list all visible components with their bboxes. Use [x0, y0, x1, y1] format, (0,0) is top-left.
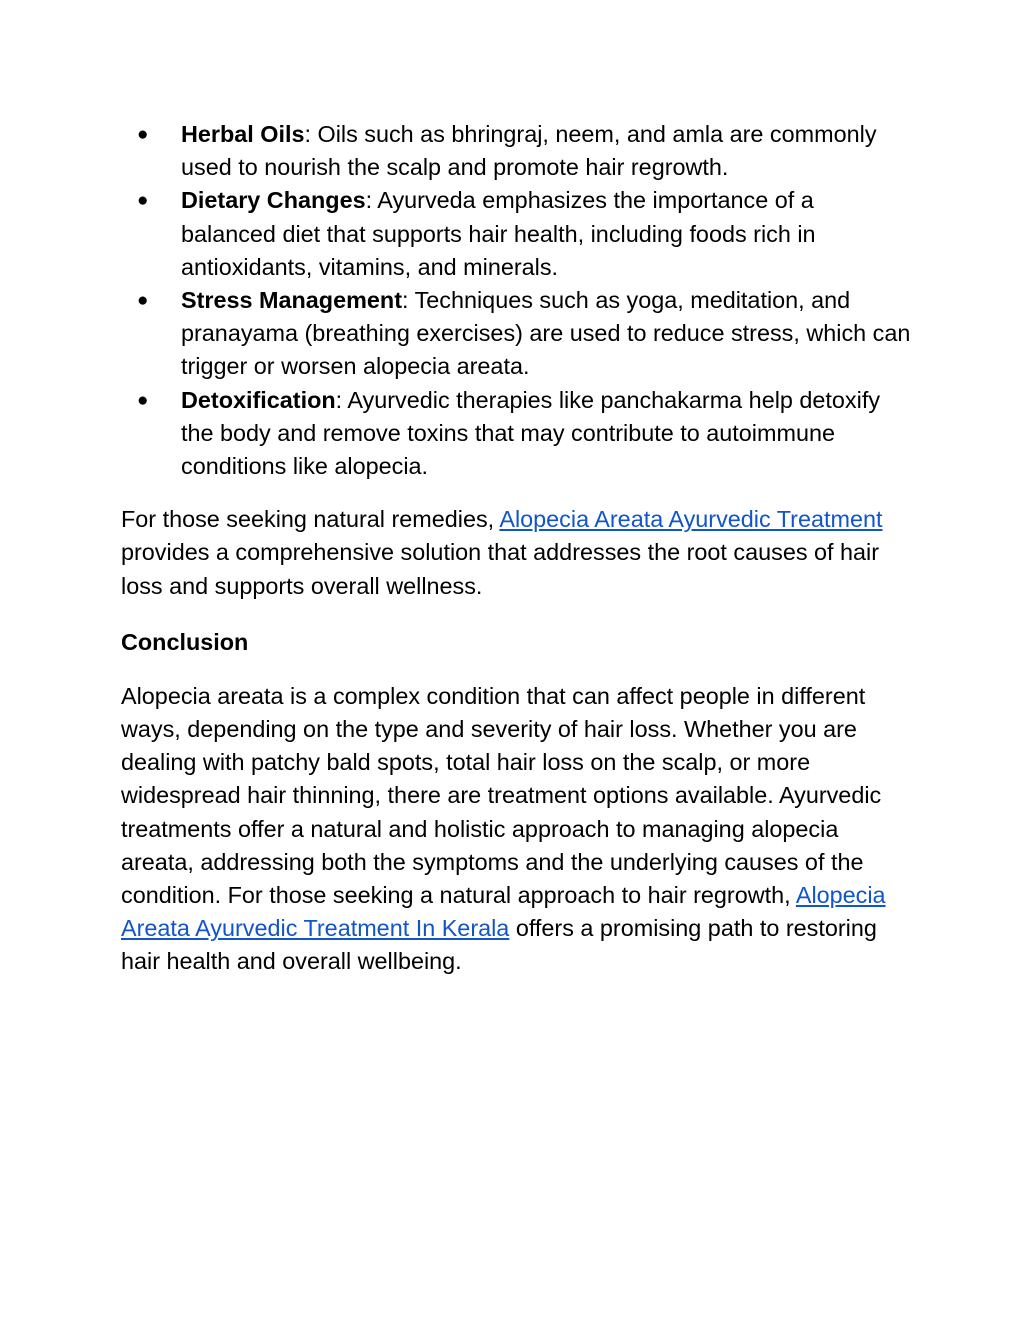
- document-page: [121, 118, 911, 979]
- list-item-title: Dietary Changes: [181, 187, 366, 214]
- list-item-herbal-oils: [121, 118, 911, 184]
- list-item-text: : Oils such as bhringraj, neem, and amla are commonly used to nourish the scalp and promote hair regrowth.: [181, 121, 877, 181]
- ayurvedic-treatment-kerala-link[interactable]: Alopecia Areata Ayurvedic Treatment In Kerala: [121, 882, 886, 942]
- list-item-title: Detoxification: [181, 386, 336, 413]
- paragraph-text: For those seeking natural remedies,: [121, 506, 500, 533]
- bullet-icon: ●: [137, 124, 149, 145]
- bullet-icon: ●: [137, 389, 149, 411]
- list-item-text: : Techniques such as yoga, meditation, and pranayama (breathing exercises) are used to reduce stress, which can trigger or worsen alopecia areata.: [181, 287, 911, 380]
- list-item-text: : Ayurveda emphasizes the importance of a balanced diet that supports hair health, including foods rich in antioxidants, vitamins, and minerals.: [181, 187, 816, 280]
- remedies-bullet-list: [121, 118, 911, 483]
- paragraph-text: Alopecia areata is a complex condition that can affect people in different ways, depending on the type and severity of hair loss. Whether you are dealing with patchy bald spots, total hair loss on the scalp, or more widespread hair thinning, there are treatment options available. Ayurvedic treatments offer a natural and holistic approach to managing alopecia areata, addressing both the symptoms and the underlying causes of the condition. For those seeking a natural approach to hair regrowth,: [121, 682, 882, 909]
- bullet-icon: ●: [137, 190, 149, 212]
- natural-remedies-paragraph: [121, 503, 911, 603]
- bullet-icon: ●: [137, 290, 149, 312]
- paragraph-text: offers a promising path to restoring hair health and overall wellbeing.: [121, 915, 877, 975]
- conclusion-paragraph: [121, 680, 911, 979]
- conclusion-heading: Conclusion: [121, 628, 249, 655]
- list-item-text: : Ayurvedic therapies like panchakarma help detoxify the body and remove toxins that may contribute to autoimmune conditions like alopecia.: [181, 386, 881, 480]
- list-item-stress-management: [121, 284, 911, 384]
- list-item-dietary-changes: [121, 184, 911, 284]
- list-item-detoxification: [121, 384, 911, 484]
- list-item-title: Stress Management: [181, 287, 402, 314]
- ayurvedic-treatment-link[interactable]: Alopecia Areata Ayurvedic Treatment: [499, 506, 883, 533]
- paragraph-text: provides a comprehensive solution that addresses the root causes of hair loss and supports overall wellness.: [121, 539, 880, 599]
- list-item-title: Herbal Oils: [181, 121, 305, 147]
